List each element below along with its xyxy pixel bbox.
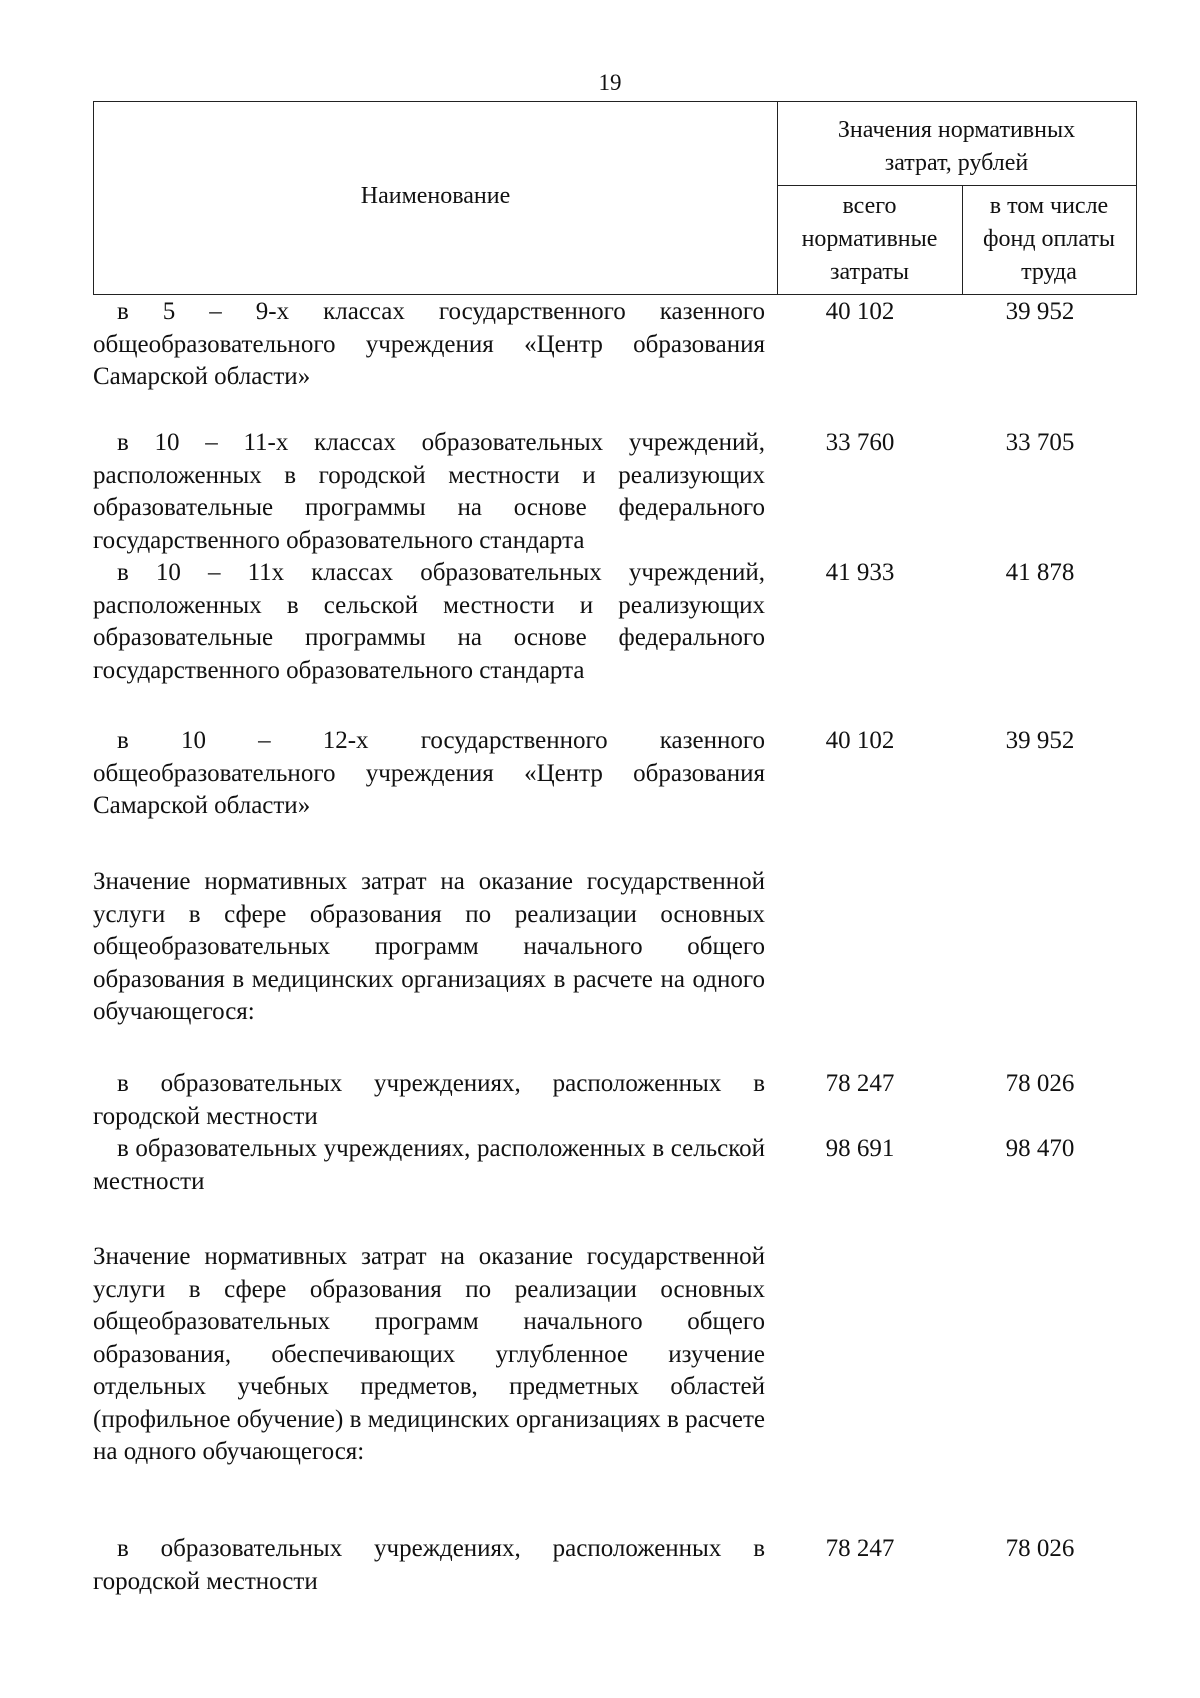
row-total: 78 247 bbox=[825, 1070, 895, 1097]
table-header bbox=[93, 101, 1137, 295]
row-total: 33 760 bbox=[825, 429, 895, 456]
row-total: 40 102 bbox=[825, 298, 895, 325]
row-wage-fund: 78 026 bbox=[1005, 1070, 1075, 1097]
row-wage-fund: 33 705 bbox=[1005, 429, 1075, 456]
row-wage-fund: 98 470 bbox=[1005, 1135, 1075, 1162]
header-divider bbox=[777, 185, 1136, 186]
row-name: в 10 – 12-х государственного казенного общеобразовательного учреждения «Центр образования Самарской области» bbox=[93, 727, 765, 819]
row-name: в образовательных учреждениях, расположенных в сельской местности bbox=[93, 1135, 765, 1195]
row-total: 41 933 bbox=[825, 559, 895, 586]
row-name: в образовательных учреждениях, расположенных в городской местности bbox=[93, 1070, 765, 1130]
row-name: Значение нормативных затрат на оказание государственной услуги в сфере образования по реализации основных общеобразовательных программ начального общего образования, обеспечивающих углубленное изучение отдельных учебных предметов, предметных областей (профильное обучение) в медицинских организациях в расчете на одного обучающегося: bbox=[93, 1243, 765, 1465]
header-total-costs: всего нормативные затраты bbox=[801, 193, 938, 285]
page-number: 19 bbox=[598, 70, 622, 95]
header-cost-values: Значения нормативных затрат, рублей bbox=[837, 117, 1076, 176]
row-wage-fund: 41 878 bbox=[1005, 559, 1075, 586]
row-name: в 10 – 11-х классах образовательных учреждений, расположенных в городской местности и реализующих образовательные программы на основе федерального государственного образовательного стандарта bbox=[93, 429, 765, 554]
row-wage-fund: 39 952 bbox=[1005, 298, 1075, 325]
row-name: в 5 – 9-х классах государственного казенного общеобразовательного учреждения «Центр образования Самарской области» bbox=[93, 298, 765, 390]
row-total: 98 691 bbox=[825, 1135, 895, 1162]
row-wage-fund: 78 026 bbox=[1005, 1535, 1075, 1562]
row-total: 78 247 bbox=[825, 1535, 895, 1562]
row-name: Значение нормативных затрат на оказание государственной услуги в сфере образования по реализации основных общеобразовательных программ начального общего образования в медицинских организациях в расчете на одного обучающегося: bbox=[93, 868, 765, 1025]
row-wage-fund: 39 952 bbox=[1005, 727, 1075, 754]
header-name: Наименование bbox=[360, 183, 511, 209]
row-name: в образовательных учреждениях, расположенных в городской местности bbox=[93, 1535, 765, 1595]
row-name: в 10 – 11х классах образовательных учреждений, расположенных в сельской местности и реализующих образовательные программы на основе федерального государственного образовательного стандарта bbox=[93, 559, 765, 684]
header-wage-fund: в том числе фонд оплаты труда bbox=[982, 193, 1116, 285]
row-total: 40 102 bbox=[825, 727, 895, 754]
